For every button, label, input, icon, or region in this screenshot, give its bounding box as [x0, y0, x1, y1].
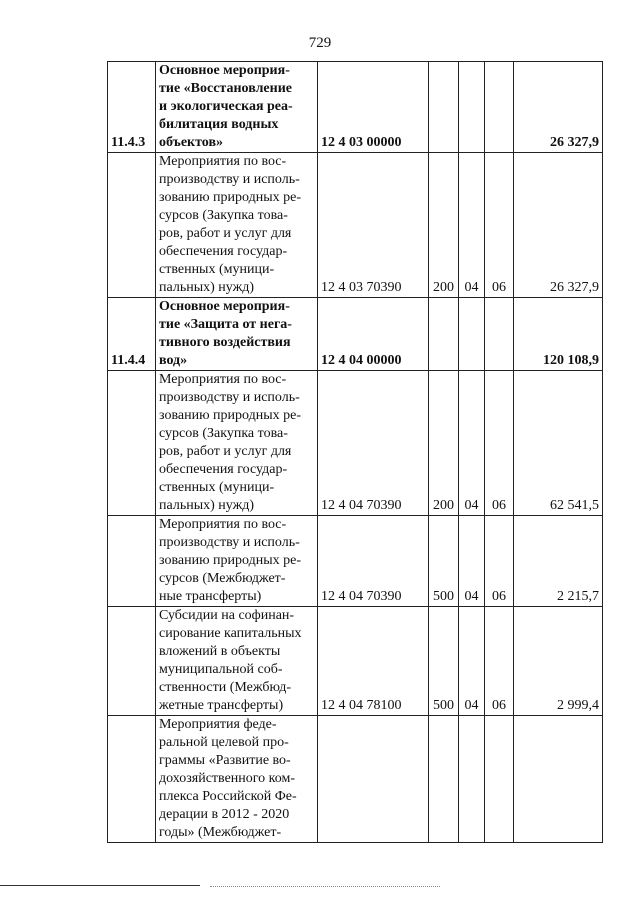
- amount-cell: 26 327,9: [514, 153, 603, 298]
- table-row: [108, 516, 603, 607]
- amount-cell: 2 999,4: [514, 607, 603, 716]
- expense-type-cell: 500: [429, 516, 459, 607]
- expense-type-cell: [429, 298, 459, 371]
- amount-cell: 62 541,5: [514, 371, 603, 516]
- row-number-cell: [108, 153, 156, 298]
- section-cell: 04: [459, 607, 485, 716]
- section-cell: 04: [459, 371, 485, 516]
- target-article-cell: 12 4 03 70390: [318, 153, 429, 298]
- expense-type-cell: 200: [429, 153, 459, 298]
- target-article-cell: 12 4 03 00000: [318, 62, 429, 153]
- expense-type-cell: [429, 62, 459, 153]
- target-article-cell: 12 4 04 78100: [318, 607, 429, 716]
- amount-cell: 120 108,9: [514, 298, 603, 371]
- row-name-cell: Мероприятия по вос- производству и исполь- зованию природных ре- сурсов (Закупка това- ров, работ и услуг для обеспечения государ- ственных (муници- пальных) нужд): [156, 153, 318, 298]
- row-number-cell: [108, 516, 156, 607]
- budget-table: [107, 61, 603, 843]
- row-name-cell: Мероприятия по вос- производству и исполь- зованию природных ре- сурсов (Межбюджет- ные трансферты): [156, 516, 318, 607]
- target-article-cell: 12 4 04 00000: [318, 298, 429, 371]
- subsection-cell: [485, 716, 514, 843]
- subsection-cell: 06: [485, 371, 514, 516]
- section-cell: 04: [459, 153, 485, 298]
- subsection-cell: [485, 298, 514, 371]
- section-cell: [459, 716, 485, 843]
- section-cell: 04: [459, 516, 485, 607]
- footer-rule: [0, 885, 200, 886]
- row-number-cell: 11.4.3: [108, 62, 156, 153]
- footer-rule-dotted: [210, 886, 440, 887]
- expense-type-cell: 200: [429, 371, 459, 516]
- subsection-cell: [485, 62, 514, 153]
- row-name-cell: Субсидии на софинан- сирование капитальных вложений в объекты муниципальной соб- ственности (Межбюд- жетные трансферты): [156, 607, 318, 716]
- row-number-cell: [108, 371, 156, 516]
- page-number: 729: [308, 35, 332, 51]
- row-name-cell: Основное мероприя- тие «Защита от нега- тивного воздействия вод»: [156, 298, 318, 371]
- expense-type-cell: [429, 716, 459, 843]
- row-number-cell: 11.4.4: [108, 298, 156, 371]
- row-name-cell: Мероприятия по вос- производству и исполь- зованию природных ре- сурсов (Закупка това- ров, работ и услуг для обеспечения государ- ственных (муници- пальных) нужд): [156, 371, 318, 516]
- row-number-cell: [108, 607, 156, 716]
- section-cell: [459, 298, 485, 371]
- table-row: [108, 62, 603, 153]
- amount-cell: 2 215,7: [514, 516, 603, 607]
- amount-cell: 26 327,9: [514, 62, 603, 153]
- table-row: [108, 298, 603, 371]
- subsection-cell: 06: [485, 516, 514, 607]
- table-row: [108, 153, 603, 298]
- target-article-cell: 12 4 04 70390: [318, 371, 429, 516]
- subsection-cell: 06: [485, 153, 514, 298]
- table-row: [108, 607, 603, 716]
- expense-type-cell: 500: [429, 607, 459, 716]
- amount-cell: [514, 716, 603, 843]
- section-cell: [459, 62, 485, 153]
- subsection-cell: 06: [485, 607, 514, 716]
- target-article-cell: 12 4 04 70390: [318, 516, 429, 607]
- row-name-cell: Основное мероприя- тие «Восстановление и экологическая реа- билитация водных объектов»: [156, 62, 318, 153]
- row-name-cell: Мероприятия феде- ральной целевой про- граммы «Развитие во- дохозяйственного ком- плекса Российской Фе- дерации в 2012 - 2020 годы» (Межбюджет-: [156, 716, 318, 843]
- budget-table-body: [108, 62, 603, 843]
- row-number-cell: [108, 716, 156, 843]
- table-row: [108, 371, 603, 516]
- table-row: [108, 716, 603, 843]
- target-article-cell: [318, 716, 429, 843]
